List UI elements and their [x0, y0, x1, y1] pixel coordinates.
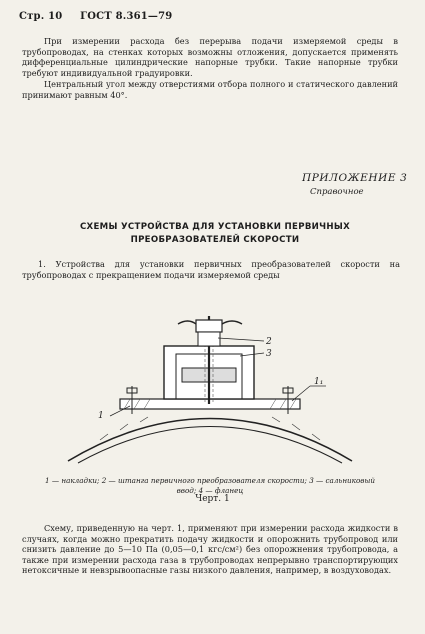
label-2: 2: [266, 337, 272, 347]
appendix-subtitle: Справочное: [310, 187, 364, 197]
label-4: 1₁: [314, 377, 324, 387]
pipe-hatch: [100, 417, 320, 440]
label-1: 1: [98, 411, 104, 421]
item-1-text: 1. Устройства для установки первичных преобразователей скорости на трубопроводах с прекращением подачи измеряемой среды: [22, 259, 400, 280]
section-title: СХЕМЫ УСТРОЙСТВА ДЛЯ УСТАНОВКИ ПЕРВИЧНЫХ ПРЕОБРАЗОВАТЕЛЕЙ СКОРОСТИ: [79, 222, 351, 245]
pipe-wall-inner: [78, 427, 342, 464]
pipe-wall-outer: [68, 419, 352, 462]
figure-caption: 1 — накладки; 2 — штанга первичного преобразователя скорости; 3 — сальниковый ввод; 4 — фланец: [45, 476, 375, 495]
standard-code: ГОСТ 8.361—79: [80, 11, 173, 22]
paragraph-3: Схему, приведенную на черт. 1, применяют при измерении расхода жидкости в случаях, когда можно прекратить подачу жидкости и опорожнить трубопровод или снизить давление до 5—10 Па (0,05—0,1 кгс/см²) без опорожнения трубопровода, а также при измерении расхода газа в трубопроводах непрерывно транспортирующих нетоксичные и невзрывоопасные газы низкого давления, например, в воздуховодах.: [22, 523, 398, 576]
figure-number: Черт. 1: [195, 494, 230, 504]
page-number: Стр. 10: [19, 11, 63, 22]
label-3: 3: [266, 349, 272, 359]
handle-hub: [196, 320, 222, 332]
page-header: [19, 11, 172, 22]
paragraph-2: Центральный угол между отверстиями отбора полного и статического давлений принимают равным 40°.: [22, 79, 398, 100]
appendix-label: ПРИЛОЖЕНИЕ 3: [302, 172, 408, 184]
paragraph-1: При измерении расхода без перерыва подачи измеряемой среды в трубопроводах, на стенках которых возможны отложения, допускается применять дифференциальные цилиндрические напорные трубки. Такие напорные трубки требуют индивидуальной градуировки.: [22, 36, 398, 78]
figure-1-diagram: [60, 306, 360, 464]
